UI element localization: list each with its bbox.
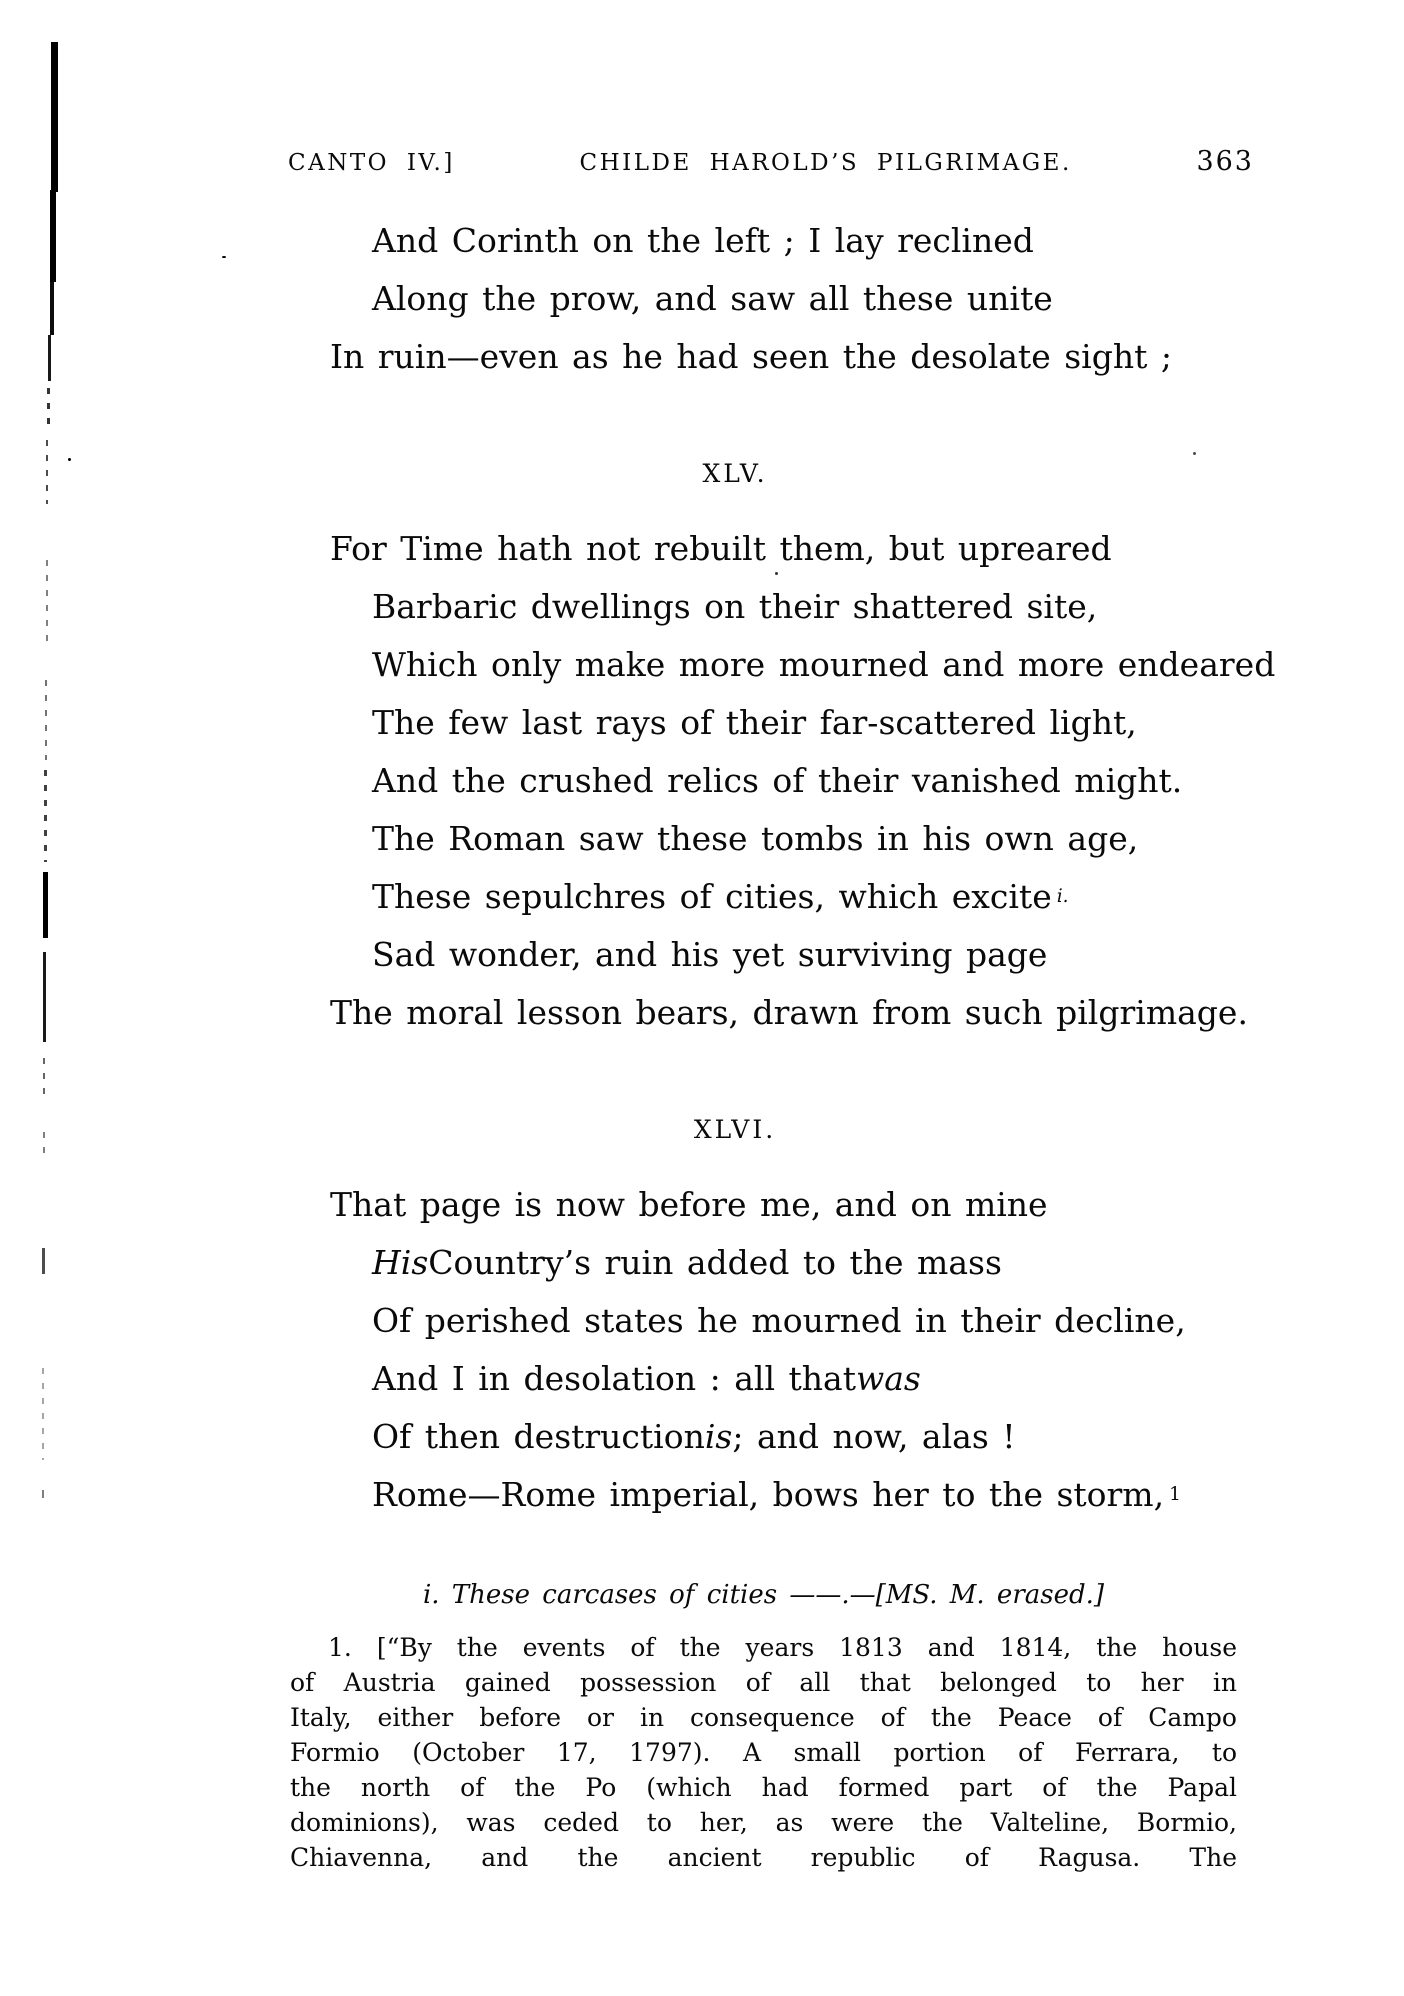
- variant-footnote: i. These carcases of cities ——.—[MS. M. erased.]: [422, 1580, 1105, 1610]
- poem-line: [330, 635, 1276, 693]
- canto-label: CANTO IV.]: [288, 150, 455, 176]
- footnote-line: Italy, either before or in consequence of the Peace of Campo: [290, 1703, 1237, 1732]
- line-segment: And the crushed relics of their vanished might.: [372, 760, 1183, 800]
- line-segment: The few last rays of their far-scattered light,: [372, 702, 1137, 742]
- line-segment: is: [704, 1416, 733, 1456]
- poem-line: [330, 211, 1230, 269]
- line-segment: Which only make more mourned and more endeared: [372, 644, 1276, 684]
- poem-line: [330, 925, 1230, 983]
- poem-body: [330, 211, 1276, 1523]
- footnote-line: Chiavenna, and the ancient republic of Ragusa. The: [290, 1843, 1237, 1872]
- poem-line: [330, 1349, 1230, 1407]
- poem-line: [330, 519, 1230, 577]
- poem-line: [330, 1291, 1230, 1349]
- running-head: [288, 146, 1254, 177]
- footnote-line: dominions), was ceded to her, as were the Valteline, Bormio,: [290, 1808, 1237, 1837]
- poem-line: [330, 983, 1248, 1041]
- poem-line: [330, 751, 1230, 809]
- poem-line: [330, 867, 1230, 925]
- poem-line: [330, 327, 1230, 385]
- stanza-number: XLV.: [702, 459, 768, 488]
- line-segment: His: [372, 1242, 429, 1282]
- poem-line: [330, 1233, 1230, 1291]
- line-segment: ; and now, alas !: [732, 1416, 1016, 1456]
- line-segment: The moral lesson bears, drawn from such pilgrimage.: [330, 992, 1248, 1032]
- line-segment: Along the prow, and saw all these unite: [372, 278, 1053, 318]
- line-segment: Sad wonder, and his yet surviving page: [372, 934, 1048, 974]
- poem-line: [330, 693, 1230, 751]
- line-segment: And Corinth on the left ; I lay reclined: [372, 220, 1034, 260]
- editorial-footnote: [290, 1630, 1237, 1875]
- book-title: CHILDE HAROLD’S PILGRIMAGE.: [579, 150, 1072, 176]
- footnote-line: 1. [“By the events of the years 1813 and 1814, the house: [328, 1633, 1237, 1662]
- line-segment: The Roman saw these tombs in his own age,: [372, 818, 1139, 858]
- line-segment: Barbaric dwellings on their shattered site,: [372, 586, 1098, 626]
- line-segment: And I in desolation : all that: [372, 1358, 856, 1398]
- poem-line: [330, 1175, 1230, 1233]
- line-segment: Of perished states he mourned in their decline,: [372, 1300, 1186, 1340]
- page-number: 363: [1196, 146, 1254, 177]
- poem-line: [330, 809, 1230, 867]
- line-segment: In ruin—even as he had seen the desolate sight ;: [330, 336, 1172, 376]
- line-segment: Of then destruction: [372, 1416, 705, 1456]
- line-segment: Rome—Rome imperial, bows her to the storm,: [372, 1474, 1165, 1514]
- poem-line: [330, 577, 1230, 635]
- line-segment: That page is now before me, and on mine: [330, 1184, 1048, 1224]
- poem-line: [330, 1407, 1230, 1465]
- footnote-line: Formio (October 17, 1797). A small portion of Ferrara, to: [290, 1738, 1237, 1767]
- footnotes: [290, 1578, 1237, 1875]
- footnote-line: of Austria gained possession of all that belonged to her in: [290, 1668, 1237, 1697]
- poem-line: [330, 1465, 1230, 1523]
- poem-line: [330, 269, 1230, 327]
- stanza-number: XLVI.: [693, 1115, 777, 1144]
- footnote-marker: i.: [1056, 885, 1069, 907]
- line-segment: was: [855, 1358, 921, 1398]
- line-segment: Country’s ruin added to the mass: [428, 1242, 1002, 1282]
- footnote-line: the north of the Po (which had formed part of the Papal: [290, 1773, 1237, 1802]
- footnote-marker: 1: [1169, 1483, 1181, 1505]
- line-segment: For Time hath not rebuilt them, but upreared: [330, 528, 1112, 568]
- line-segment: These sepulchres of cities, which excite: [372, 876, 1052, 916]
